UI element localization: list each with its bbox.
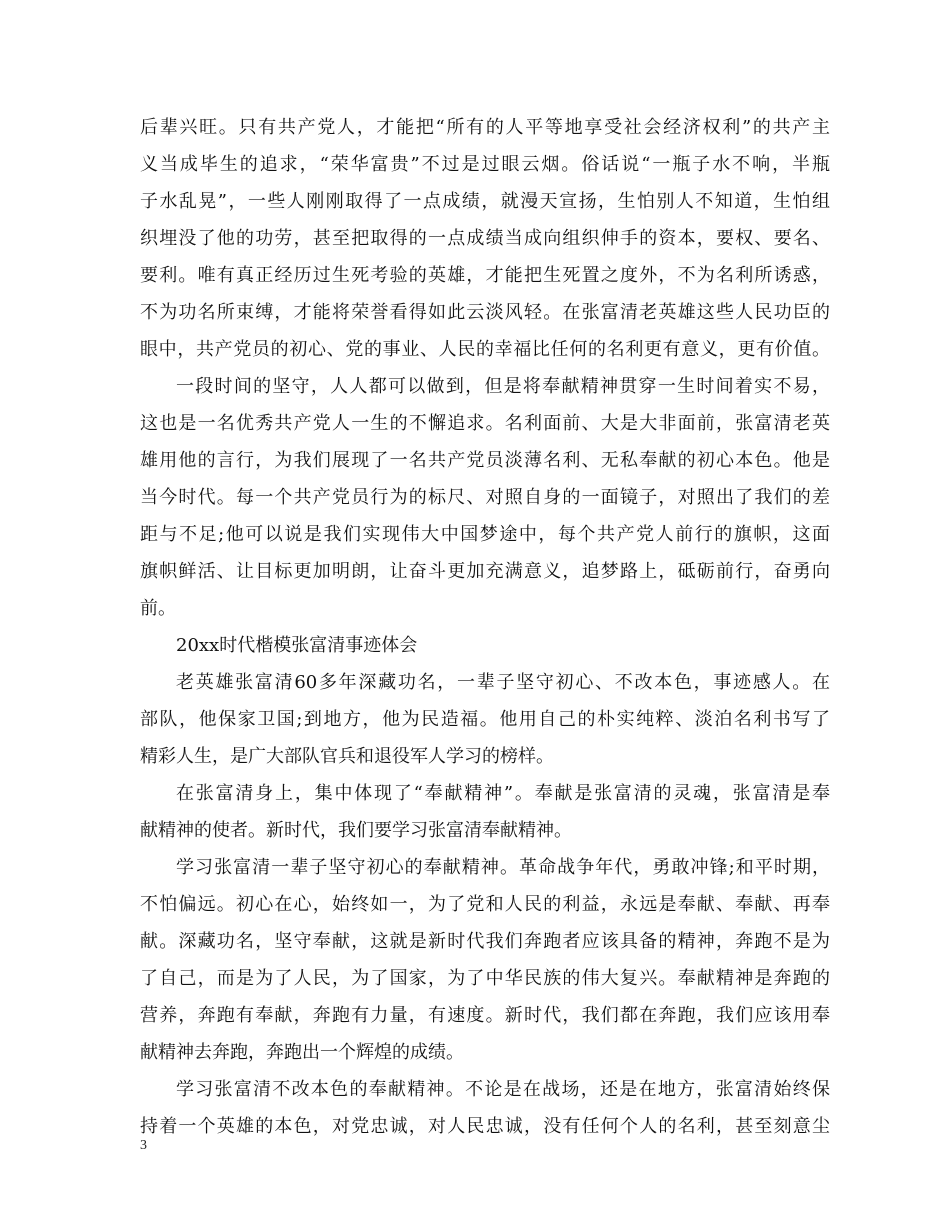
text-line: 眼中，共产党员的初心、党的事业、人民的幸福比任何的名利更有意义，更有价值。 [140,339,830,360]
text-line: 义当成毕生的追求，“荣华富贵”不过是过眼云烟。俗话说“一瓶子水不响，半瓶 [140,154,830,175]
text-line: 献。深藏功名，坚守奉献，这就是新时代我们奔跑者应该具备的精神，奔跑不是为 [140,931,830,952]
text-line: 当今时代。每一个共产党员行为的标尺、对照自身的一面镜子，对照出了我们的差 [140,487,830,508]
text-line: 精彩人生，是广大部队官兵和退役军人学习的榜样。 [140,746,554,767]
text-line: 织埋没了他的功劳，甚至把取得的一点成绩当成向组织伸手的资本，要权、要名、 [140,228,830,249]
text-line: 不怕偏远。初心在心，始终如一，为了党和人民的利益，永远是奉献、奉献、再奉 [140,894,830,915]
text-line: 持着一个英雄的本色，对党忠诚，对人民忠诚，没有任何个人的名利，甚至刻意尘 [140,1116,830,1137]
text-line: 前。 [140,598,176,619]
text-line: 献精神去奔跑，奔跑出一个辉煌的成绩。 [140,1042,464,1063]
section-title: 20xx时代楷模张富清事迹体会 [176,635,418,656]
text-line: 了自己，而是为了人民，为了国家，为了中华民族的伟大复兴。奉献精神是奔跑的 [140,968,830,989]
text-line: 部队，他保家卫国;到地方，他为民造福。他用自己的朴实纯粹、淡泊名利书写了 [140,709,830,730]
text-line: 学习张富清一辈子坚守初心的奉献精神。革命战争年代，勇敢冲锋;和平时期， [176,857,830,878]
text-line: 不为功名所束缚，才能将荣誉看得如此云淡风轻。在张富清老英雄这些人民功臣的 [140,302,830,323]
text-line: 雄用他的言行，为我们展现了一名共产党员淡薄名利、无私奉献的初心本色。他是 [140,450,830,471]
text-line: 一段时间的坚守，人人都可以做到，但是将奉献精神贯穿一生时间着实不易， [176,376,830,397]
page-number: 3 [140,1138,147,1153]
text-line: 距与不足;他可以说是我们实现伟大中国梦途中，每个共产党人前行的旗帜，这面 [140,524,830,545]
text-line: 学习张富清不改本色的奉献精神。不论是在战场，还是在地方，张富清始终保 [176,1079,830,1100]
text-line: 老英雄张富清60多年深藏功名，一辈子坚守初心、不改本色，事迹感人。在 [176,672,830,693]
text-line: 在张富清身上，集中体现了“奉献精神”。奉献是张富清的灵魂，张富清是奉 [176,783,830,804]
text-line: 献精神的使者。新时代，我们要学习张富清奉献精神。 [140,820,572,841]
text-line: 旗帜鲜活、让目标更加明朗，让奋斗更加充满意义，追梦路上，砥砺前行，奋勇向 [140,561,830,582]
text-line: 子水乱晃”，一些人刚刚取得了一点成绩，就漫天宣扬，生怕别人不知道，生怕组 [140,191,830,212]
text-line: 要利。唯有真正经历过生死考验的英雄，才能把生死置之度外，不为名利所诱惑， [140,265,830,286]
text-line: 后辈兴旺。只有共产党人，才能把“所有的人平等地享受社会经济权利”的共产主 [140,117,830,138]
text-line: 营养，奔跑有奉献，奔跑有力量，有速度。新时代，我们都在奔跑，我们应该用奉 [140,1005,830,1026]
text-line: 这也是一名优秀共产党人一生的不懈追求。名利面前、大是大非面前，张富清老英 [140,413,830,434]
